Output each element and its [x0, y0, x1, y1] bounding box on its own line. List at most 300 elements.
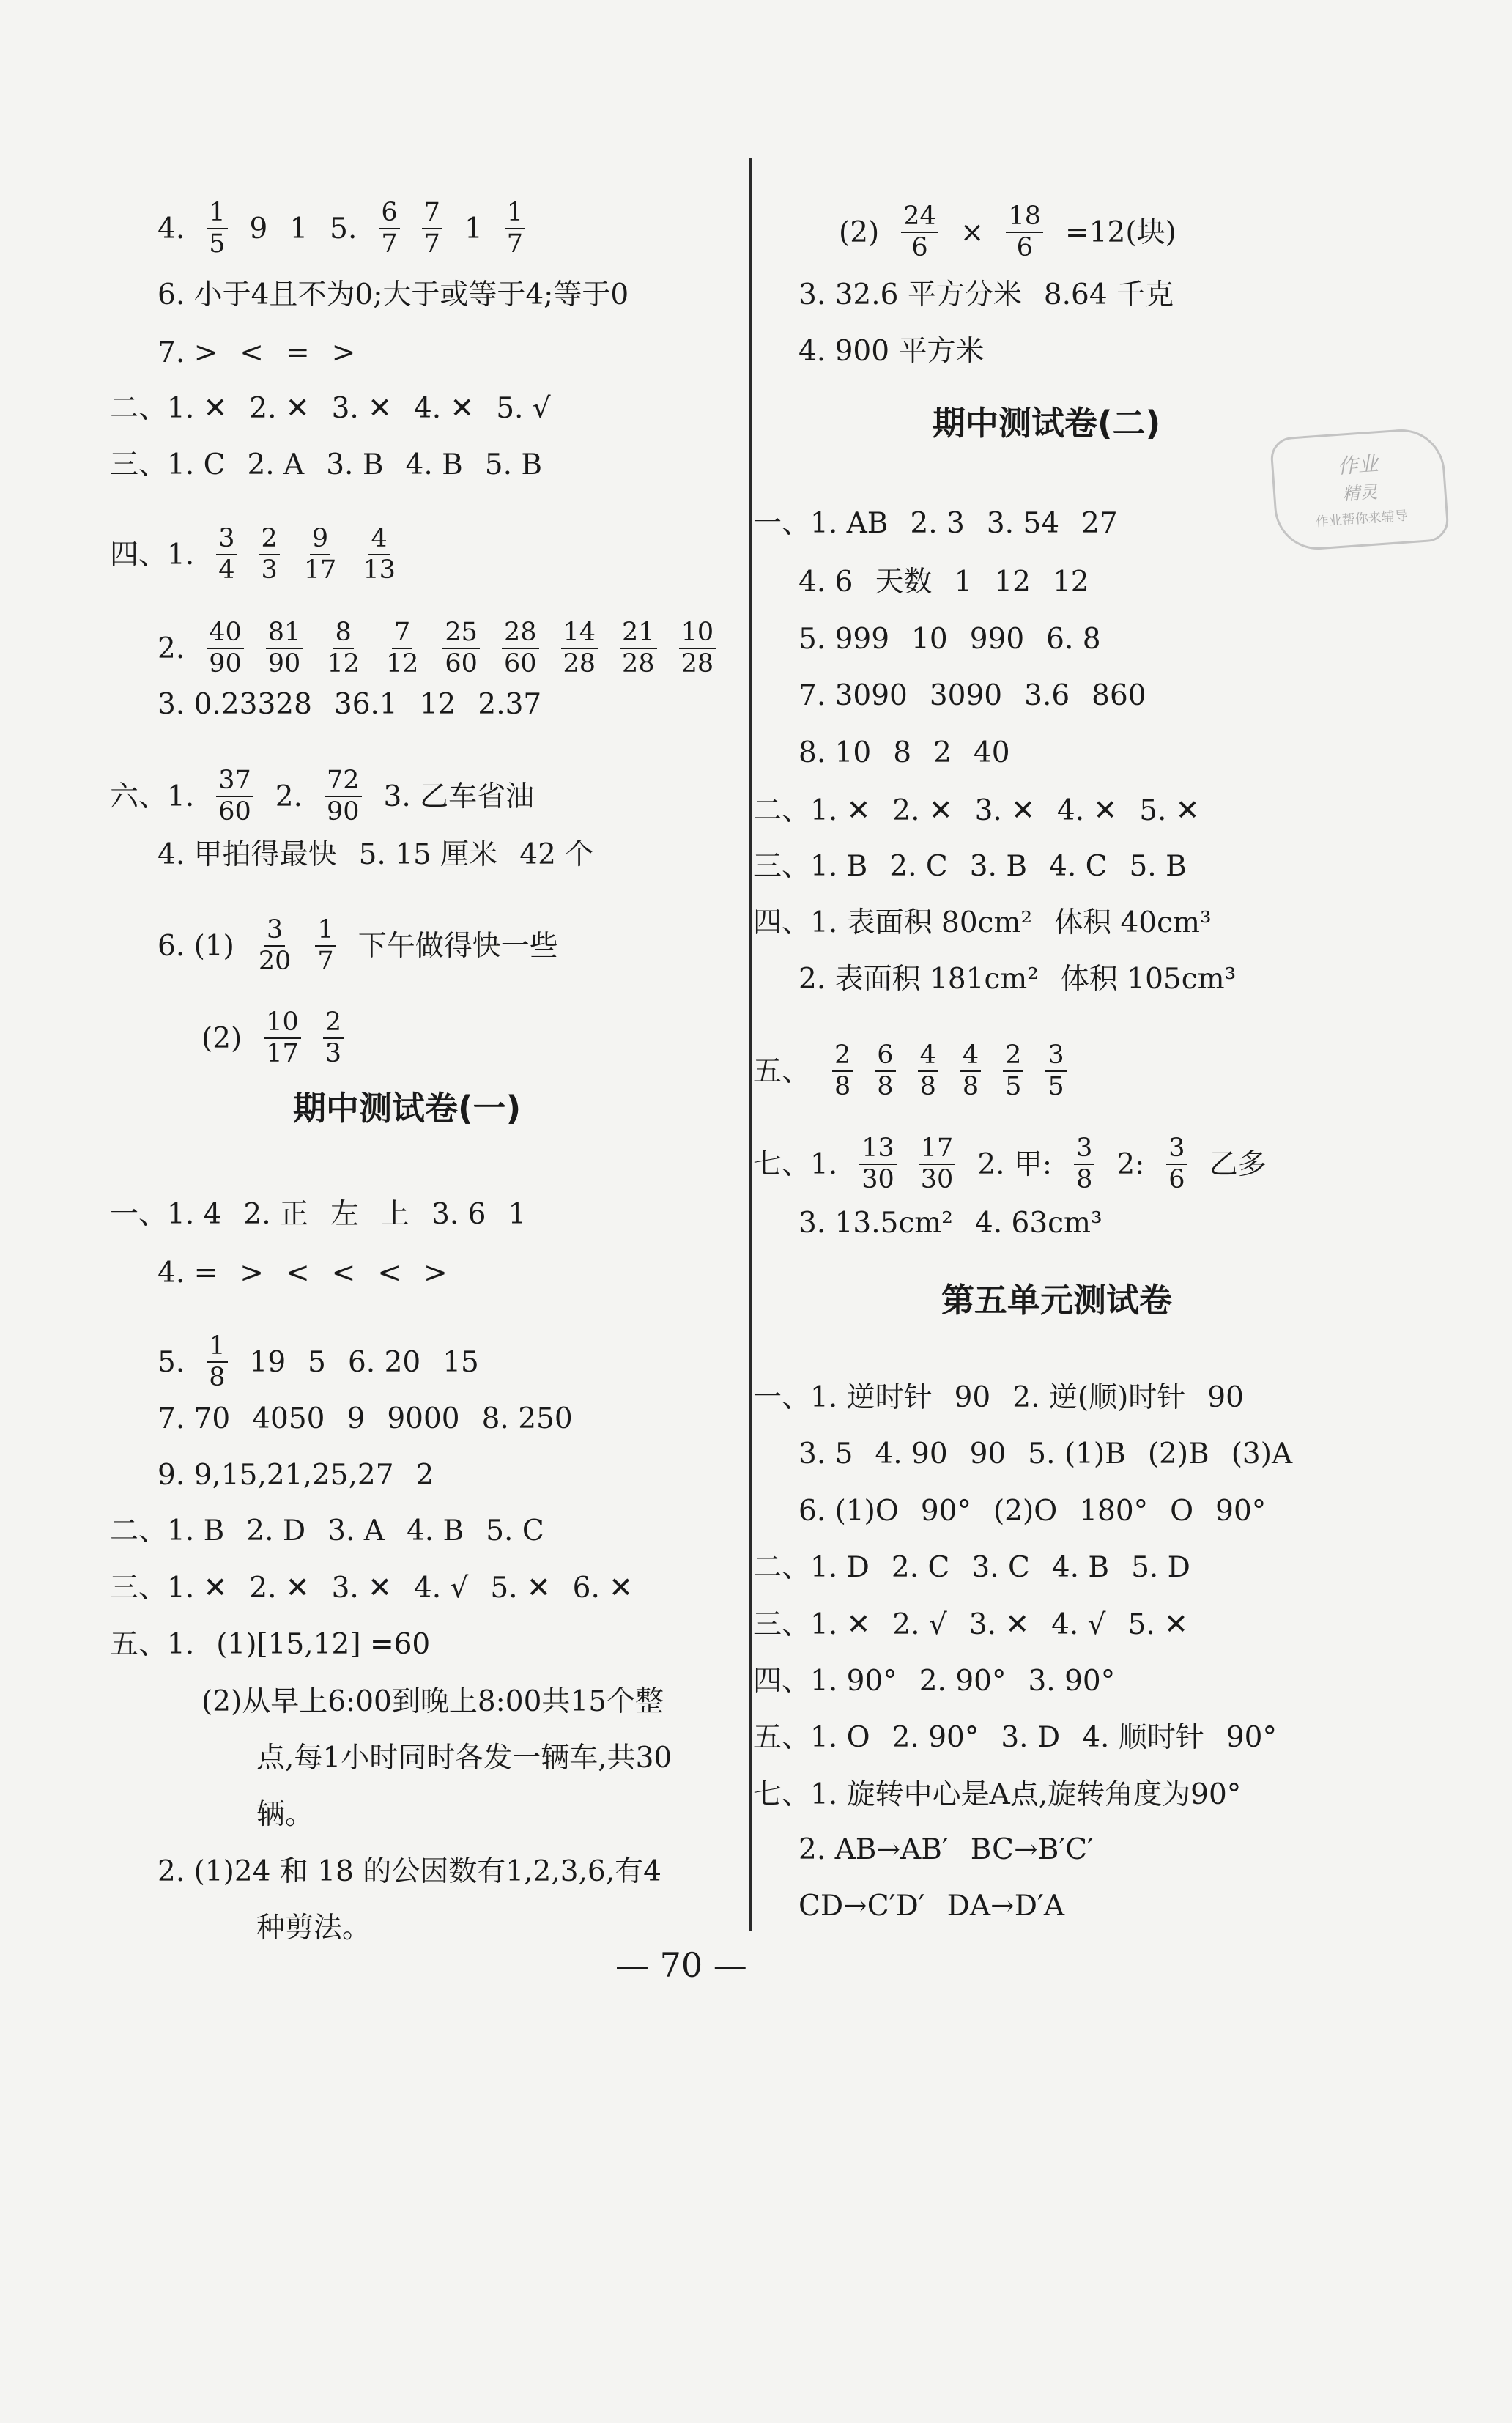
answer-text: 3. 13.5cm²	[798, 1207, 953, 1240]
answer-line	[798, 681, 1146, 710]
answer-text: 9000	[387, 1402, 460, 1435]
fraction-numerator: 25	[442, 618, 480, 649]
answer-text: 8	[893, 736, 912, 769]
answer-text: 1	[289, 212, 308, 245]
answer-text: (1)[15,12] =60	[216, 1628, 431, 1661]
answer-text: 5. B	[1129, 850, 1187, 883]
answer-text: 90°	[1215, 1495, 1267, 1528]
answer-text: 180°	[1079, 1495, 1149, 1528]
fraction	[919, 1133, 956, 1195]
fraction-denominator: 20	[258, 947, 292, 976]
answer-text: 2. D	[246, 1514, 306, 1547]
answer-text: 2. (1)24 和 18 的公因数有1,2,3,6,有4	[158, 1855, 662, 1888]
fraction-denominator: 13	[363, 555, 396, 585]
answer-line	[110, 1572, 633, 1605]
answer-text: 3. D	[1001, 1721, 1061, 1754]
answer-text: 6. 小于4且不为0;大于或等于4;等于0	[158, 278, 629, 311]
answer-text: 990	[969, 623, 1025, 656]
fraction-numerator: 37	[216, 766, 253, 797]
answer-text: <	[285, 1257, 310, 1290]
fraction	[875, 1040, 895, 1102]
fraction-denominator: 8	[962, 1072, 979, 1101]
answer-line	[753, 1723, 1277, 1752]
fraction-numerator: 10	[679, 618, 716, 649]
answer-line	[201, 1687, 664, 1716]
fraction-numerator: 21	[620, 618, 657, 649]
fraction-numerator: 14	[561, 618, 598, 649]
fraction	[901, 201, 938, 263]
answer-text: 4. 900 平方米	[798, 335, 985, 368]
page-number: — 70 —	[615, 1945, 747, 1985]
fraction-denominator: 7	[381, 229, 398, 259]
column-divider	[749, 158, 752, 1931]
fraction	[360, 524, 398, 585]
fraction-numerator: 2	[323, 1007, 344, 1039]
fraction-numerator: 18	[1006, 201, 1043, 233]
answer-line	[798, 625, 1101, 654]
answer-line	[158, 198, 525, 259]
answer-text: 7. 3090	[798, 679, 908, 712]
answer-line	[753, 1383, 1244, 1412]
answer-text: (2)O	[993, 1495, 1058, 1528]
answer-text: <	[331, 1257, 356, 1290]
answer-text: 二、1. ✕	[110, 392, 228, 425]
answer-text: 42 个	[519, 838, 594, 871]
fraction	[256, 915, 294, 977]
fraction	[384, 618, 421, 679]
answer-text: <	[377, 1257, 402, 1290]
fraction-numerator: 4	[368, 524, 389, 555]
fraction	[832, 1040, 853, 1102]
answer-text: 5. ✕	[1127, 1608, 1188, 1641]
answer-text: 2. 90°	[892, 1721, 979, 1754]
fraction	[918, 1040, 938, 1102]
answer-text: O	[1170, 1495, 1194, 1528]
answer-text: 下午做得快一些	[357, 929, 558, 963]
answer-text: 90°	[920, 1495, 971, 1528]
fraction-denominator: 8	[877, 1072, 894, 1101]
answer-text: 4. √	[413, 1572, 469, 1605]
answer-text: 2. A	[247, 448, 305, 481]
answer-text: 点,每1小时同时各发一辆车,共30	[256, 1742, 672, 1775]
fraction-numerator: 2	[259, 524, 280, 555]
answer-text: 5. ✕	[490, 1572, 551, 1605]
answer-text: BC→B′C′	[970, 1833, 1094, 1866]
answer-text: 8.64 千克	[1043, 278, 1174, 311]
fraction-denominator: 28	[681, 649, 714, 678]
fraction	[620, 618, 657, 679]
fraction-numerator: 81	[266, 618, 303, 649]
fraction-denominator: 30	[920, 1165, 954, 1194]
answer-text: (2)B	[1147, 1438, 1209, 1471]
fraction-numerator: 3	[264, 915, 285, 947]
fraction	[207, 1331, 227, 1393]
watermark-line-2: 精灵	[1341, 481, 1379, 505]
fraction-denominator: 3	[261, 555, 278, 585]
answer-text: 一、1. 逆时针	[753, 1381, 933, 1414]
fraction-numerator: 2	[832, 1040, 853, 1072]
answer-text: 3. A	[327, 1514, 385, 1547]
answer-text: 5. ✕	[1139, 794, 1200, 827]
answer-text: 7. >	[158, 336, 218, 369]
answer-line	[798, 278, 1174, 311]
fraction-denominator: 7	[317, 947, 334, 976]
answer-text: 二、1. ✕	[753, 794, 871, 827]
fraction-denominator: 60	[503, 649, 537, 678]
answer-text: 4. 6	[798, 566, 853, 599]
answer-text: 四、1.	[110, 538, 195, 571]
fraction-denominator: 12	[385, 649, 419, 678]
answer-line	[753, 1610, 1188, 1639]
answer-text: 4. ✕	[1056, 794, 1118, 827]
answer-text: 1	[508, 1198, 527, 1231]
answer-text: 7. 70	[158, 1402, 231, 1435]
answer-text: 8. 250	[481, 1402, 573, 1435]
answer-text: <	[240, 336, 264, 369]
answer-text: (2)	[201, 1021, 242, 1055]
answer-text: 5.	[158, 1345, 185, 1379]
watermark-line-1: 作业	[1336, 451, 1379, 478]
answer-text: (2)	[839, 215, 880, 249]
fraction	[207, 618, 244, 679]
answer-text: 体积 40cm³	[1054, 906, 1212, 939]
answer-text: 3. B	[969, 850, 1028, 883]
answer-text: 4. B	[405, 448, 463, 481]
answer-text: =	[285, 336, 310, 369]
answer-text: (2)从早上6:00到晚上8:00共15个整	[201, 1685, 664, 1718]
fraction-numerator: 28	[502, 618, 539, 649]
fraction	[1045, 1040, 1066, 1102]
fraction-denominator: 4	[218, 555, 235, 585]
answer-text: 12	[419, 688, 456, 721]
fraction-denominator: 3	[325, 1039, 342, 1068]
fraction-numerator: 1	[505, 198, 525, 229]
fraction	[505, 198, 525, 259]
answer-text: 2:	[1116, 1147, 1145, 1181]
fraction	[960, 1040, 981, 1102]
fraction-numerator: 7	[422, 198, 442, 229]
answer-line	[753, 796, 1199, 825]
fraction-numerator: 72	[325, 766, 362, 797]
fraction-denominator: 17	[266, 1039, 299, 1068]
fraction-denominator: 5	[1005, 1072, 1022, 1101]
answer-line	[753, 852, 1187, 881]
answer-text: 3090	[929, 679, 1003, 712]
fraction	[315, 915, 336, 977]
answer-text: 860	[1092, 679, 1146, 712]
answer-text: 5. √	[496, 392, 551, 425]
answer-line	[158, 840, 593, 869]
answer-line	[798, 1890, 1065, 1923]
fraction-numerator: 6	[875, 1040, 895, 1072]
answer-line	[158, 1402, 573, 1435]
answer-text: 3. ✕	[331, 392, 392, 425]
answer-text: 3. ✕	[974, 794, 1035, 827]
answer-text: 乙多	[1209, 1147, 1267, 1181]
fraction-denominator: 90	[209, 649, 242, 678]
answer-text: 90°	[1226, 1721, 1277, 1754]
answer-text: 2. 表面积 181cm²	[798, 963, 1039, 996]
fraction-denominator: 8	[919, 1072, 936, 1101]
answer-text: 12	[1052, 566, 1089, 599]
answer-text: 2. √	[892, 1608, 947, 1641]
answer-text: 19	[249, 1345, 286, 1379]
fraction-numerator: 4	[918, 1040, 938, 1072]
fraction-denominator: 6	[1168, 1165, 1185, 1194]
answer-text: 4. 顺时针	[1082, 1721, 1204, 1754]
fraction-numerator: 3	[1166, 1133, 1187, 1165]
fraction	[1166, 1133, 1187, 1195]
answer-text: 左	[330, 1198, 360, 1231]
answer-text: 2. 正	[243, 1198, 309, 1231]
answer-text: 四、1. 表面积 80cm²	[753, 906, 1033, 939]
fraction-numerator: 40	[207, 618, 244, 649]
answer-line	[158, 618, 716, 679]
answer-line	[110, 1200, 526, 1229]
answer-text: 3. 90°	[1028, 1665, 1116, 1698]
fraction	[1006, 201, 1043, 263]
fraction-denominator: 30	[861, 1165, 894, 1194]
answer-line	[158, 690, 541, 719]
answer-text: 三、1. ✕	[110, 1572, 228, 1605]
answer-text: 六、1.	[110, 780, 195, 813]
answer-line	[753, 906, 1212, 939]
answer-text: >	[423, 1257, 448, 1290]
answer-text: 七、1.	[753, 1147, 838, 1181]
fraction-denominator: 28	[622, 649, 655, 678]
answer-line	[201, 1007, 344, 1069]
fraction-denominator: 90	[326, 797, 360, 826]
answer-text: 五、	[753, 1054, 811, 1088]
answer-line	[753, 1553, 1190, 1582]
fraction-numerator: 2	[1003, 1040, 1023, 1072]
fraction-denominator: 7	[506, 229, 524, 259]
answer-text: 三、1. ✕	[753, 1608, 871, 1641]
fraction-numerator: 24	[901, 201, 938, 233]
answer-text: 3. 0.23328	[158, 688, 312, 721]
answer-text: 4050	[252, 1402, 325, 1435]
answer-text: 4. =	[158, 1257, 218, 1290]
answer-text: CD→C′D′	[798, 1890, 925, 1923]
answer-line	[158, 1857, 662, 1886]
answer-line	[753, 509, 1118, 538]
answer-text: 3. B	[326, 448, 384, 481]
fraction-numerator: 1	[315, 915, 336, 947]
answer-text: 五、1. O	[753, 1721, 870, 1754]
watermark-stamp	[1270, 426, 1450, 552]
answer-text: 二、1. D	[753, 1551, 870, 1584]
answer-text: =12(块)	[1065, 215, 1176, 249]
answer-line	[158, 278, 629, 311]
answer-text: 9	[346, 1402, 366, 1435]
answer-text: 4. √	[1051, 1608, 1106, 1641]
fraction-denominator: 60	[445, 649, 478, 678]
answer-line	[110, 766, 534, 827]
answer-text: 2. C	[889, 850, 948, 883]
answer-text: 3. 32.6 平方分米	[798, 278, 1022, 311]
answer-text: 9	[249, 212, 268, 245]
fraction	[679, 618, 716, 679]
fraction	[442, 618, 480, 679]
fraction-denominator: 60	[218, 797, 251, 826]
fraction	[561, 618, 598, 679]
answer-text: 上	[381, 1198, 410, 1231]
answer-line	[798, 1835, 1094, 1864]
answer-text: 3. 6	[431, 1198, 486, 1231]
answer-text: 3. ✕	[331, 1572, 392, 1605]
answer-line	[256, 1800, 314, 1829]
answer-line	[158, 915, 558, 977]
fraction	[859, 1133, 897, 1195]
answer-text: 6. (1)	[158, 929, 234, 963]
answer-text: 4. B	[1051, 1551, 1110, 1584]
answer-line	[798, 736, 1010, 769]
answer-line	[753, 1665, 1116, 1698]
answer-text: ×	[960, 215, 985, 249]
fraction	[422, 198, 442, 259]
answer-text: 4. 甲拍得最快	[158, 838, 337, 871]
answer-text: 6. ✕	[572, 1572, 633, 1605]
fraction-numerator: 4	[960, 1040, 981, 1072]
answer-text: 天数	[875, 566, 933, 599]
fraction	[379, 198, 399, 259]
answer-text: 2. 90°	[919, 1665, 1007, 1698]
answer-text: 2	[933, 736, 952, 769]
answer-text: 5. C	[486, 1514, 544, 1547]
answer-text: (3)A	[1231, 1438, 1293, 1471]
section-title: 期中测试卷(二)	[933, 404, 1161, 443]
fraction-denominator: 5	[1048, 1072, 1064, 1101]
answer-text: 2.	[158, 632, 185, 665]
answer-text: 2. ✕	[249, 392, 310, 425]
fraction	[216, 524, 237, 585]
answer-text: DA→D′A	[946, 1890, 1065, 1923]
answer-text: 3.6	[1024, 679, 1070, 712]
answer-line	[158, 1331, 479, 1393]
answer-text: 七、1. 旋转中心是A点,旋转角度为90°	[753, 1778, 1242, 1811]
answer-text: 2. C	[891, 1551, 950, 1584]
fraction-denominator: 8	[834, 1072, 851, 1101]
section-title: 第五单元测试卷	[941, 1281, 1173, 1320]
answer-line	[798, 1438, 1293, 1471]
answer-text: 2. ✕	[892, 794, 953, 827]
fraction	[325, 618, 362, 679]
answer-text: 1	[464, 212, 483, 245]
fraction-numerator: 17	[919, 1133, 956, 1165]
answer-text: 4.	[158, 212, 185, 245]
fraction	[323, 1007, 344, 1069]
fraction	[264, 1007, 301, 1069]
answer-text: 5. 999	[798, 623, 890, 656]
answer-text: 辆。	[256, 1798, 314, 1831]
answer-line	[753, 1133, 1267, 1195]
fraction	[302, 524, 339, 585]
answer-line	[753, 1780, 1241, 1809]
answer-text: 3. 5	[798, 1438, 853, 1471]
answer-line	[256, 1912, 371, 1945]
fraction-numerator: 3	[1045, 1040, 1066, 1072]
fraction-numerator: 3	[216, 524, 237, 555]
answer-line	[110, 1514, 544, 1547]
answer-text: 90	[1207, 1381, 1244, 1414]
answer-text: 4. C	[1049, 850, 1108, 883]
answer-text: 8. 10	[798, 736, 872, 769]
fraction-denominator: 12	[327, 649, 360, 678]
answer-text: 6. 20	[347, 1345, 421, 1379]
answer-text: 3. 乙车省油	[383, 780, 535, 813]
answer-text: 4. ✕	[413, 392, 475, 425]
answer-text: 15	[442, 1345, 479, 1379]
answer-text: 5. B	[484, 448, 543, 481]
answer-text: 一、1. 4	[110, 1198, 222, 1231]
answer-text: 2. 逆(顺)时针	[1012, 1381, 1186, 1414]
fraction	[1003, 1040, 1023, 1102]
fraction-denominator: 5	[209, 229, 226, 259]
answer-line	[798, 965, 1236, 994]
answer-text: 9. 9,15,21,25,27	[158, 1459, 394, 1492]
answer-text: 一、1. AB	[753, 507, 889, 540]
answer-text: >	[240, 1257, 264, 1290]
answer-text: 四、1. 90°	[753, 1665, 897, 1698]
answer-text: 1	[954, 566, 973, 599]
answer-text: 5. 15 厘米	[358, 838, 498, 871]
fraction	[216, 766, 253, 827]
answer-line	[798, 1209, 1102, 1238]
fraction-denominator: 28	[563, 649, 596, 678]
answer-text: 5	[308, 1345, 326, 1379]
fraction-denominator: 90	[267, 649, 301, 678]
answer-text: 2	[415, 1459, 434, 1492]
answer-line	[110, 524, 398, 585]
answer-text: 3. C	[971, 1551, 1030, 1584]
answer-text: 种剪法。	[256, 1912, 371, 1945]
fraction-denominator: 8	[1076, 1165, 1093, 1194]
fraction-numerator: 8	[333, 618, 353, 649]
answer-text: 4. 63cm³	[974, 1207, 1102, 1240]
fraction-numerator: 1	[207, 1331, 227, 1363]
fraction	[266, 618, 303, 679]
fraction	[259, 524, 280, 585]
fraction	[207, 198, 227, 259]
fraction-denominator: 17	[303, 555, 337, 585]
answer-text: 体积 105cm³	[1060, 963, 1237, 996]
answer-text: 27	[1081, 507, 1118, 540]
fraction	[502, 618, 539, 679]
answer-text: 90	[969, 1438, 1007, 1471]
fraction-numerator: 10	[264, 1007, 301, 1039]
answer-text: 2.37	[478, 688, 542, 721]
answer-text: 2. ✕	[249, 1572, 310, 1605]
fraction-numerator: 13	[859, 1133, 897, 1165]
watermark-line-3: 作业帮你来辅导	[1315, 508, 1409, 530]
fraction-numerator: 1	[207, 198, 227, 229]
fraction-denominator: 7	[423, 229, 440, 259]
answer-line	[110, 1630, 430, 1659]
answer-text: 40	[973, 736, 1010, 769]
answer-text: 2.	[275, 780, 303, 813]
fraction-denominator: 6	[1016, 233, 1033, 262]
fraction	[1074, 1133, 1094, 1195]
answer-line	[158, 1257, 448, 1290]
fraction-numerator: 9	[310, 524, 330, 555]
answer-text: 3. 54	[986, 507, 1060, 540]
answer-line	[158, 336, 356, 369]
answer-line	[158, 1461, 434, 1490]
answer-line	[110, 448, 543, 481]
answer-text: 二、1. B	[110, 1514, 225, 1547]
answer-text: 5. (1)B	[1028, 1438, 1126, 1471]
answer-line	[110, 394, 551, 423]
